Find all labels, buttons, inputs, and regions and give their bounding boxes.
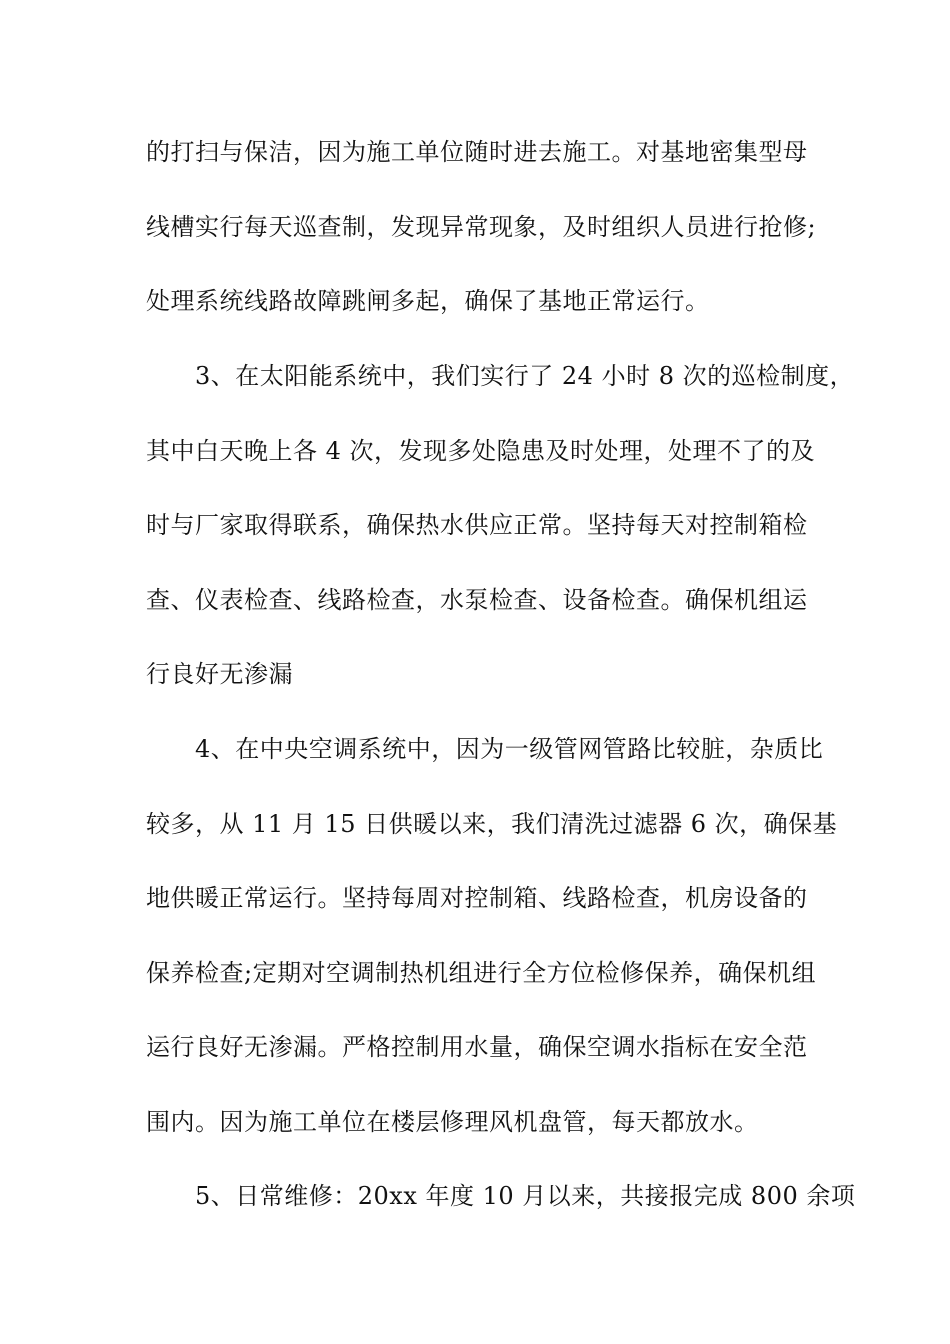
text-line: 行良好无渗漏: [146, 660, 293, 688]
text-line: 围内。因为施工单位在楼层修理风机盘管，每天都放水。: [146, 1108, 759, 1136]
text-line: 处理系统线路故障跳闸多起，确保了基地正常运行。: [146, 287, 710, 315]
text-line: 地供暖正常运行。坚持每周对控制箱、线路检查，机房设备的: [146, 884, 808, 912]
text-line: 查、仪表检查、线路检查，水泵检查、设备检查。确保机组运: [146, 586, 808, 614]
text-line: 的打扫与保洁，因为施工单位随时进去施工。对基地密集型母: [146, 138, 808, 166]
text-line: 其中白天晚上各 4 次，发现多处隐患及时处理，处理不了的及: [146, 437, 816, 465]
text-line: 4、在中央空调系统中，因为一级管网管路比较脏，杂质比: [146, 735, 824, 763]
text-line: 较多，从 11 月 15 日供暖以来，我们清洗过滤器 6 次，确保基: [146, 810, 838, 838]
text-line: 运行良好无渗漏。严格控制用水量，确保空调水指标在安全范: [146, 1033, 808, 1061]
text-line: 时与厂家取得联系，确保热水供应正常。坚持每天对控制箱检: [146, 511, 808, 539]
text-line: 3、在太阳能系统中，我们实行了 24 小时 8 次的巡检制度，: [146, 362, 855, 390]
text-line: 5、日常维修：20xx 年度 10 月以来，共接报完成 800 余项: [146, 1182, 856, 1210]
text-line: 保养检查;定期对空调制热机组进行全方位检修保养，确保机组: [146, 959, 817, 987]
text-line: 线槽实行每天巡查制，发现异常现象，及时组织人员进行抢修;: [146, 213, 817, 241]
